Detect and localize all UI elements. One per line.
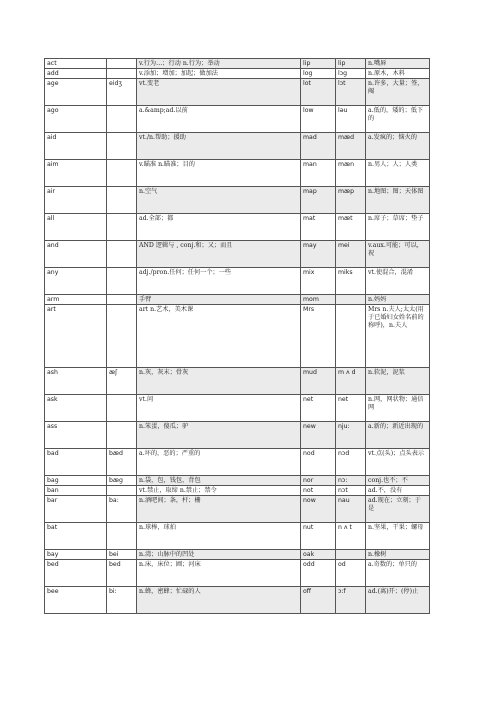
table-row <box>45 69 430 79</box>
meaning-left: n.酒吧间；条，杆；栅 <box>137 496 301 523</box>
phonetic-left <box>107 133 137 160</box>
word-left: and <box>45 241 107 268</box>
meaning-left: v.瞄准 n.瞄准；目的 <box>137 160 301 187</box>
phonetic-left <box>107 523 137 550</box>
phonetic-left <box>107 268 137 295</box>
word-right: oak <box>301 550 336 560</box>
meaning-right: n.妈妈 <box>366 295 430 305</box>
phonetic-left <box>107 214 137 241</box>
word-right: now <box>301 496 336 523</box>
meaning-left: art n.艺术，美术课 <box>137 305 301 368</box>
phonetic-right: mei <box>336 241 366 268</box>
meaning-left: v.添加；增加；加起；做加法 <box>137 69 301 79</box>
word-left: aid <box>45 133 107 160</box>
word-left: bat <box>45 523 107 550</box>
meaning-left: AND 逻辑与 , conj.和；又；而且 <box>137 241 301 268</box>
word-left: act <box>45 59 107 69</box>
meaning-right: n.网，网状物；通信网 <box>366 395 430 422</box>
meaning-right: a.发疯的；恼火的 <box>366 133 430 160</box>
phonetic-left <box>107 160 137 187</box>
phonetic-left <box>107 395 137 422</box>
vocabulary-table <box>44 58 430 614</box>
word-left: air <box>45 187 107 214</box>
meaning-left: vt.问 <box>137 395 301 422</box>
phonetic-right: lɔg <box>336 69 366 79</box>
word-right: man <box>301 160 336 187</box>
word-left: bee <box>45 587 107 614</box>
phonetic-right: mæt <box>336 214 366 241</box>
phonetic-right: nɔt <box>336 486 366 496</box>
word-right: net <box>301 395 336 422</box>
phonetic-right: mæp <box>336 187 366 214</box>
phonetic-left <box>107 69 137 79</box>
meaning-right: v.aux.可能；可以，祝 <box>366 241 430 268</box>
phonetic-left: bi: <box>107 587 137 614</box>
word-left: ask <box>45 395 107 422</box>
phonetic-right: net <box>336 395 366 422</box>
phonetic-right: ɔ:f <box>336 587 366 614</box>
word-right: lip <box>301 59 336 69</box>
word-right: off <box>301 587 336 614</box>
phonetic-left: bed <box>107 560 137 587</box>
phonetic-left: æʃ <box>107 368 137 395</box>
meaning-right: n.地图；图；天体图 <box>366 187 430 214</box>
word-left: art <box>45 305 107 368</box>
phonetic-left <box>107 486 137 496</box>
phonetic-right: od <box>336 560 366 587</box>
word-left: all <box>45 214 107 241</box>
table-row <box>45 79 430 106</box>
table-row <box>45 422 430 449</box>
meaning-left: v.行为…；行动 n.行为；举动 <box>137 59 301 69</box>
phonetic-left <box>107 241 137 268</box>
meaning-right: n.席子；草席；垫子 <box>366 214 430 241</box>
meaning-right: n.橡树 <box>366 550 430 560</box>
table-row <box>45 476 430 486</box>
word-left: add <box>45 69 107 79</box>
meaning-left: ad.全部；都 <box>137 214 301 241</box>
meaning-right: a.低的，矮的；低下的 <box>366 106 430 133</box>
phonetic-left: bæd <box>107 449 137 476</box>
word-right: mix <box>301 268 336 295</box>
word-left: ass <box>45 422 107 449</box>
meaning-left: 手臂 <box>137 295 301 305</box>
phonetic-left <box>107 295 137 305</box>
meaning-right: n.原木，木料 <box>366 69 430 79</box>
phonetic-right <box>336 550 366 560</box>
meaning-right: ad.不，没有 <box>366 486 430 496</box>
table-row <box>45 295 430 305</box>
table-row <box>45 59 430 69</box>
table-row <box>45 560 430 587</box>
table-row <box>45 486 430 496</box>
meaning-right: conj.也不；不 <box>366 476 430 486</box>
table-row <box>45 187 430 214</box>
word-left: bag <box>45 476 107 486</box>
meaning-right: n.软泥，泥浆 <box>366 368 430 395</box>
meaning-left: n.袋，包，钱包，背包 <box>137 476 301 486</box>
word-right: mom <box>301 295 336 305</box>
word-right: new <box>301 422 336 449</box>
word-right: nod <box>301 449 336 476</box>
table-row <box>45 214 430 241</box>
phonetic-right: m ʌ d <box>336 368 366 395</box>
word-right: nor <box>301 476 336 486</box>
meaning-right: vt.使混合，混淆 <box>366 268 430 295</box>
phonetic-left: eidʒ <box>107 79 137 106</box>
word-left: age <box>45 79 107 106</box>
word-left: ash <box>45 368 107 395</box>
table-row <box>45 368 430 395</box>
meaning-right: a.奇数的；单只的 <box>366 560 430 587</box>
phonetic-right: mæn <box>336 160 366 187</box>
meaning-left: n.灰，灰末；骨灰 <box>137 368 301 395</box>
phonetic-left: ba: <box>107 496 137 523</box>
phonetic-right: mæd <box>336 133 366 160</box>
phonetic-right: miks <box>336 268 366 295</box>
table-row <box>45 523 430 550</box>
table-row <box>45 106 430 133</box>
word-right: log <box>301 69 336 79</box>
phonetic-left <box>107 106 137 133</box>
phonetic-left: bæg <box>107 476 137 486</box>
phonetic-right <box>336 305 366 368</box>
word-right: nut <box>301 523 336 550</box>
meaning-left: vt./n.帮助；援助 <box>137 133 301 160</box>
meaning-left: n.蜂，密蜂；忙碌的人 <box>137 587 301 614</box>
meaning-right: n.坚果，干果；螺母 <box>366 523 430 550</box>
phonetic-left: bei <box>107 550 137 560</box>
meaning-right: ad.(离)开；(停)止 <box>366 587 430 614</box>
table-row <box>45 160 430 187</box>
meaning-right: ad.现在；立刻；于是 <box>366 496 430 523</box>
phonetic-right: nju: <box>336 422 366 449</box>
meaning-left: adj./pron.任何；任何一个；一些 <box>137 268 301 295</box>
word-right: mud <box>301 368 336 395</box>
word-left: aim <box>45 160 107 187</box>
phonetic-left <box>107 187 137 214</box>
word-left: ban <box>45 486 107 496</box>
meaning-left: n.湾；山脉中的凹处 <box>137 550 301 560</box>
meaning-right: n.嘴唇 <box>366 59 430 69</box>
word-right: mad <box>301 133 336 160</box>
word-left: arm <box>45 295 107 305</box>
table-row <box>45 550 430 560</box>
word-right: not <box>301 486 336 496</box>
word-right: Mrs <box>301 305 336 368</box>
meaning-left: n.笨蛋，傻瓜；驴 <box>137 422 301 449</box>
word-left: bad <box>45 449 107 476</box>
meaning-left: a.&amp;ad.以前 <box>137 106 301 133</box>
phonetic-right: lɔt <box>336 79 366 106</box>
table-row <box>45 241 430 268</box>
meaning-right: n.许多，大量；签，阄 <box>366 79 430 106</box>
word-left: bed <box>45 560 107 587</box>
meaning-left: a.坏的，恶的；严重的 <box>137 449 301 476</box>
word-right: mat <box>301 214 336 241</box>
phonetic-right: n ʌ t <box>336 523 366 550</box>
meaning-left: n.床，床位；圃；河床 <box>137 560 301 587</box>
meaning-right: vt.点(头)；点头表示 <box>366 449 430 476</box>
word-left: bay <box>45 550 107 560</box>
table-row <box>45 133 430 160</box>
phonetic-right: nau <box>336 496 366 523</box>
table-row <box>45 496 430 523</box>
phonetic-right: nɔd <box>336 449 366 476</box>
word-right: lot <box>301 79 336 106</box>
table-row <box>45 587 430 614</box>
table-row <box>45 449 430 476</box>
word-left: ago <box>45 106 107 133</box>
word-right: may <box>301 241 336 268</box>
phonetic-right: lip <box>336 59 366 69</box>
word-left: bar <box>45 496 107 523</box>
table-row <box>45 395 430 422</box>
meaning-left: vt.禁止，取缔 n.禁止；禁令 <box>137 486 301 496</box>
phonetic-right: nɔ: <box>336 476 366 486</box>
phonetic-right: ləu <box>336 106 366 133</box>
meaning-right: a.新的；新近出现的 <box>366 422 430 449</box>
meaning-right: n.男人；人；人类 <box>366 160 430 187</box>
meaning-right: Mrs n.夫人;太太(用于已婚妇女姓名前的称呼)，n.夫人 <box>366 305 430 368</box>
phonetic-left <box>107 422 137 449</box>
word-left: any <box>45 268 107 295</box>
word-right: low <box>301 106 336 133</box>
table-row <box>45 268 430 295</box>
word-right: odd <box>301 560 336 587</box>
phonetic-left <box>107 305 137 368</box>
phonetic-left <box>107 59 137 69</box>
table-row <box>45 305 430 368</box>
phonetic-right <box>336 295 366 305</box>
word-right: map <box>301 187 336 214</box>
meaning-left: n.空气 <box>137 187 301 214</box>
meaning-left: n.球棒，球拍 <box>137 523 301 550</box>
meaning-left: vt.变老 <box>137 79 301 106</box>
